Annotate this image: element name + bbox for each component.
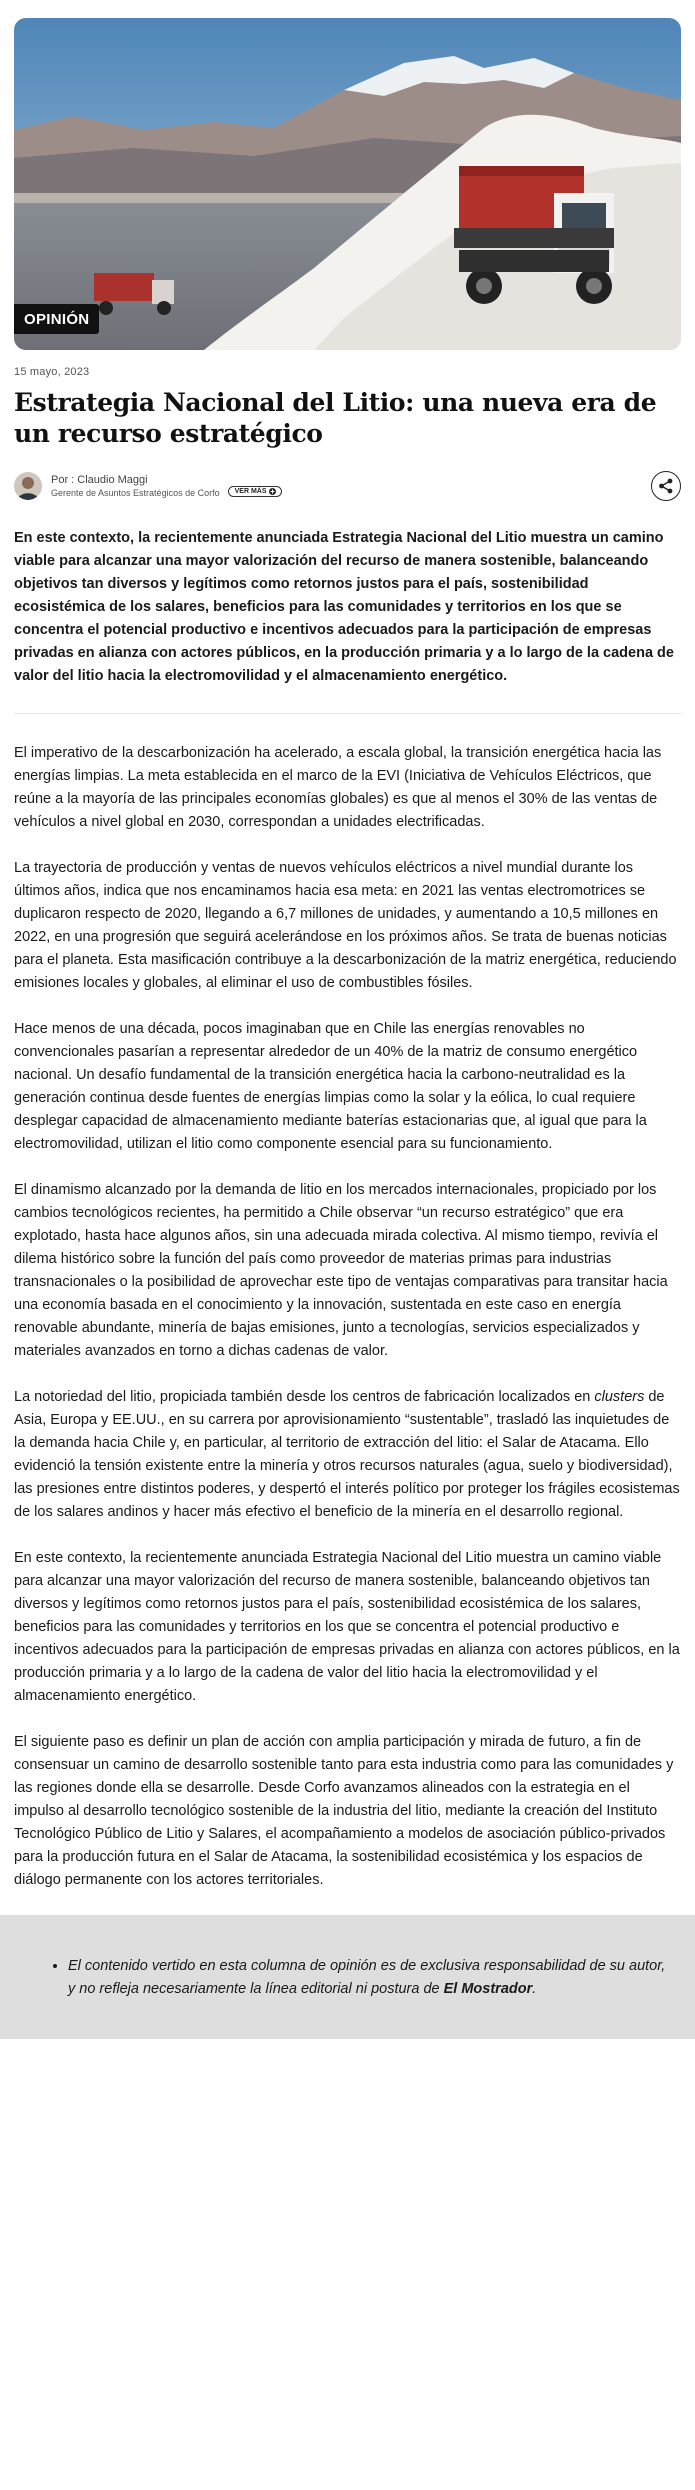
- disclaimer-item: [68, 1955, 669, 2001]
- share-icon: [658, 478, 674, 494]
- article-lead: En este contexto, la recientemente anunciada Estrategia Nacional del Litio muestra un camino viable para alcanzar una mayor valorización del recurso de manera sostenible, balanceando objetivos tan diversos y legítimos como retornos justos para el país, sostenibilidad ecosistémica de los salares, beneficios para las comunidades y territorios en los que se concentra el potencial productivo e incentivos adecuados para la participación de empresas privadas en alianza con actores públicos, en la producción primaria y a lo largo de la cadena de valor del litio hacia la electromovilidad y el almacenamiento energético.: [14, 530, 674, 684]
- paragraph-part: de Asia, Europa y EE.UU., en su carrera por aprovisionamiento “sustentable”, trasladó las inquietudes de la demanda hacia Chile y, en particular, al territorio de extracción del litio: el Salar de Atacama. Ello evidenció la tensión existente entre la minería y otros recursos naturales (agua, suelo y biodiversidad), las presiones entre distintos poderes, y despertó el interés político por proteger los frágiles ecosistemas de los salares andinos y hacer más efectivo el beneficio de la minería en el desarrollo regional.: [14, 1389, 680, 1520]
- paragraph: El siguiente paso es definir un plan de acción con amplia participación y mirada de futuro, a fin de consensuar un camino de desarrollo sostenible tanto para esta industria como para las comunidades y las regiones donde ella se desarrolle. Desde Corfo avanzamos alineados con la estrategia en el impulso al desarrollo tecnológico sostenible de la industria del litio, mediante la creación del Instituto Tecnológico Público de Litio y Salares, el acompañamiento a modelos de asociación público-privados para la producción futura en el Salar de Atacama, la sostenibilidad ecosistémica y los espacios de diálogo permanente con los actores territoriales.: [14, 1734, 674, 1888]
- paragraph-part: La notoriedad del litio, propiciada también desde los centros de fabricación localizados en: [14, 1389, 595, 1405]
- hero-photo: [14, 18, 681, 350]
- article-date: 15 mayo, 2023: [14, 366, 90, 378]
- paragraph: [14, 1386, 681, 1524]
- disclaimer-text: El contenido vertido en esta columna de opinión es de exclusiva responsabilidad de su autor, y no refleja necesariamente la línea editorial ni postura de: [68, 1958, 666, 1997]
- paragraph: El dinamismo alcanzado por la demanda de litio en los mercados internacionales, propiciado por los cambios tecnológicos recientes, ha permitido a Chile observar “un recurso estratégico” que era explotado, hasta hace algunos años, sin una adecuada mirada colectiva. Al mismo tiempo, revivía el dilema histórico sobre la función del país como proveedor de materias primas para industrias transnacionales o la posibilidad de aprovechar este tipo de ventajas comparativas para transitar hacia una economía basada en el conocimiento y la innovación, sustentada en este caso en energía renovable abundante, minería de bajas emisiones, junto a tecnologías, servicios especializados y materiales avanzados en torno a dichas cadenas de valor.: [14, 1182, 668, 1359]
- share-button[interactable]: [651, 471, 681, 501]
- paragraph: En este contexto, la recientemente anunciada Estrategia Nacional del Litio muestra un camino viable para alcanzar una mayor valorización del recurso de manera sostenible, balanceando objetivos tan diversos y legítimos como retornos justos para el país, sostenibilidad ecosistémica de los salares, beneficios para las comunidades y territorios en los que se concentra el potencial productivo e incentivos adecuados para la participación de empresas privadas en alianza con actores públicos, en la producción primaria y a lo largo de la cadena de valor del litio hacia la electromovilidad y el almacenamiento energético.: [14, 1550, 680, 1704]
- ver-mas-button[interactable]: [228, 486, 282, 497]
- outlet-name: El Mostrador: [443, 1981, 533, 1997]
- author-info: [51, 474, 220, 498]
- article-title: Estrategia Nacional del Litio: una nueva era de un recurso estratégico: [14, 388, 657, 448]
- clusters-em: clusters: [594, 1389, 645, 1405]
- paragraph: El imperativo de la descarbonización ha acelerado, a escala global, la transición energética hacia las energías limpias. La meta establecida en el marco de la EVI (Iniciativa de Vehículos Eléctricos, que reúne a la mayoría de las principales economías globales) es que al menos el 30% de las ventas de vehículos a nivel global en 2030, correspondan a unidades electrificadas.: [14, 745, 662, 830]
- opinion-tag[interactable]: OPINIÓN: [14, 304, 99, 334]
- ver-mas-label: VER MÁS: [234, 487, 267, 495]
- disclaimer-box: [0, 1915, 695, 2039]
- lead-divider: [14, 713, 681, 714]
- author-avatar[interactable]: [14, 472, 42, 500]
- author-role: Gerente de Asuntos Estratégicos de Corfo: [51, 488, 220, 498]
- plus-circle-icon: [269, 488, 276, 495]
- author-name[interactable]: Por : Claudio Maggi: [51, 474, 148, 486]
- author-row: [14, 469, 681, 503]
- paragraph: La trayectoria de producción y ventas de nuevos vehículos eléctricos a nivel mundial durante los últimos años, indica que nos encaminamos hacia esa meta: en 2021 las ventas electromotrices se duplicaron respecto de 2020, llegando a 6,7 millones de unidades, y aumentando a 10,5 millones en 2022, en una progresión que seguirá acelerándose en los próximos años. Se trata de buenas noticias para el planeta. Esta masificación contribuye a la descarbonización de la matriz energética, reduciendo emisiones locales y globales, al eliminar el uso de combustibles fósiles.: [14, 860, 677, 991]
- article-body: [14, 742, 681, 1892]
- paragraph: Hace menos de una década, pocos imaginaban que en Chile las energías renovables no convencionales pasarían a representar alrededor de un 40% de la matriz de consumo energético nacional. Un desafío fundamental de la transición energética hacia la carbono-neutralidad es la generación continua desde fuentes de energías limpias como la solar y la eólica, lo cual requiere desplegar capacidad de almacenamiento mediante baterías estacionarias que, al igual que para la electromovilidad, utilizan el litio como componente esencial para su funcionamiento.: [14, 1021, 647, 1152]
- disclaimer-end: .: [532, 1981, 537, 1997]
- hero-image: [14, 18, 681, 350]
- article-page: [0, 18, 695, 2039]
